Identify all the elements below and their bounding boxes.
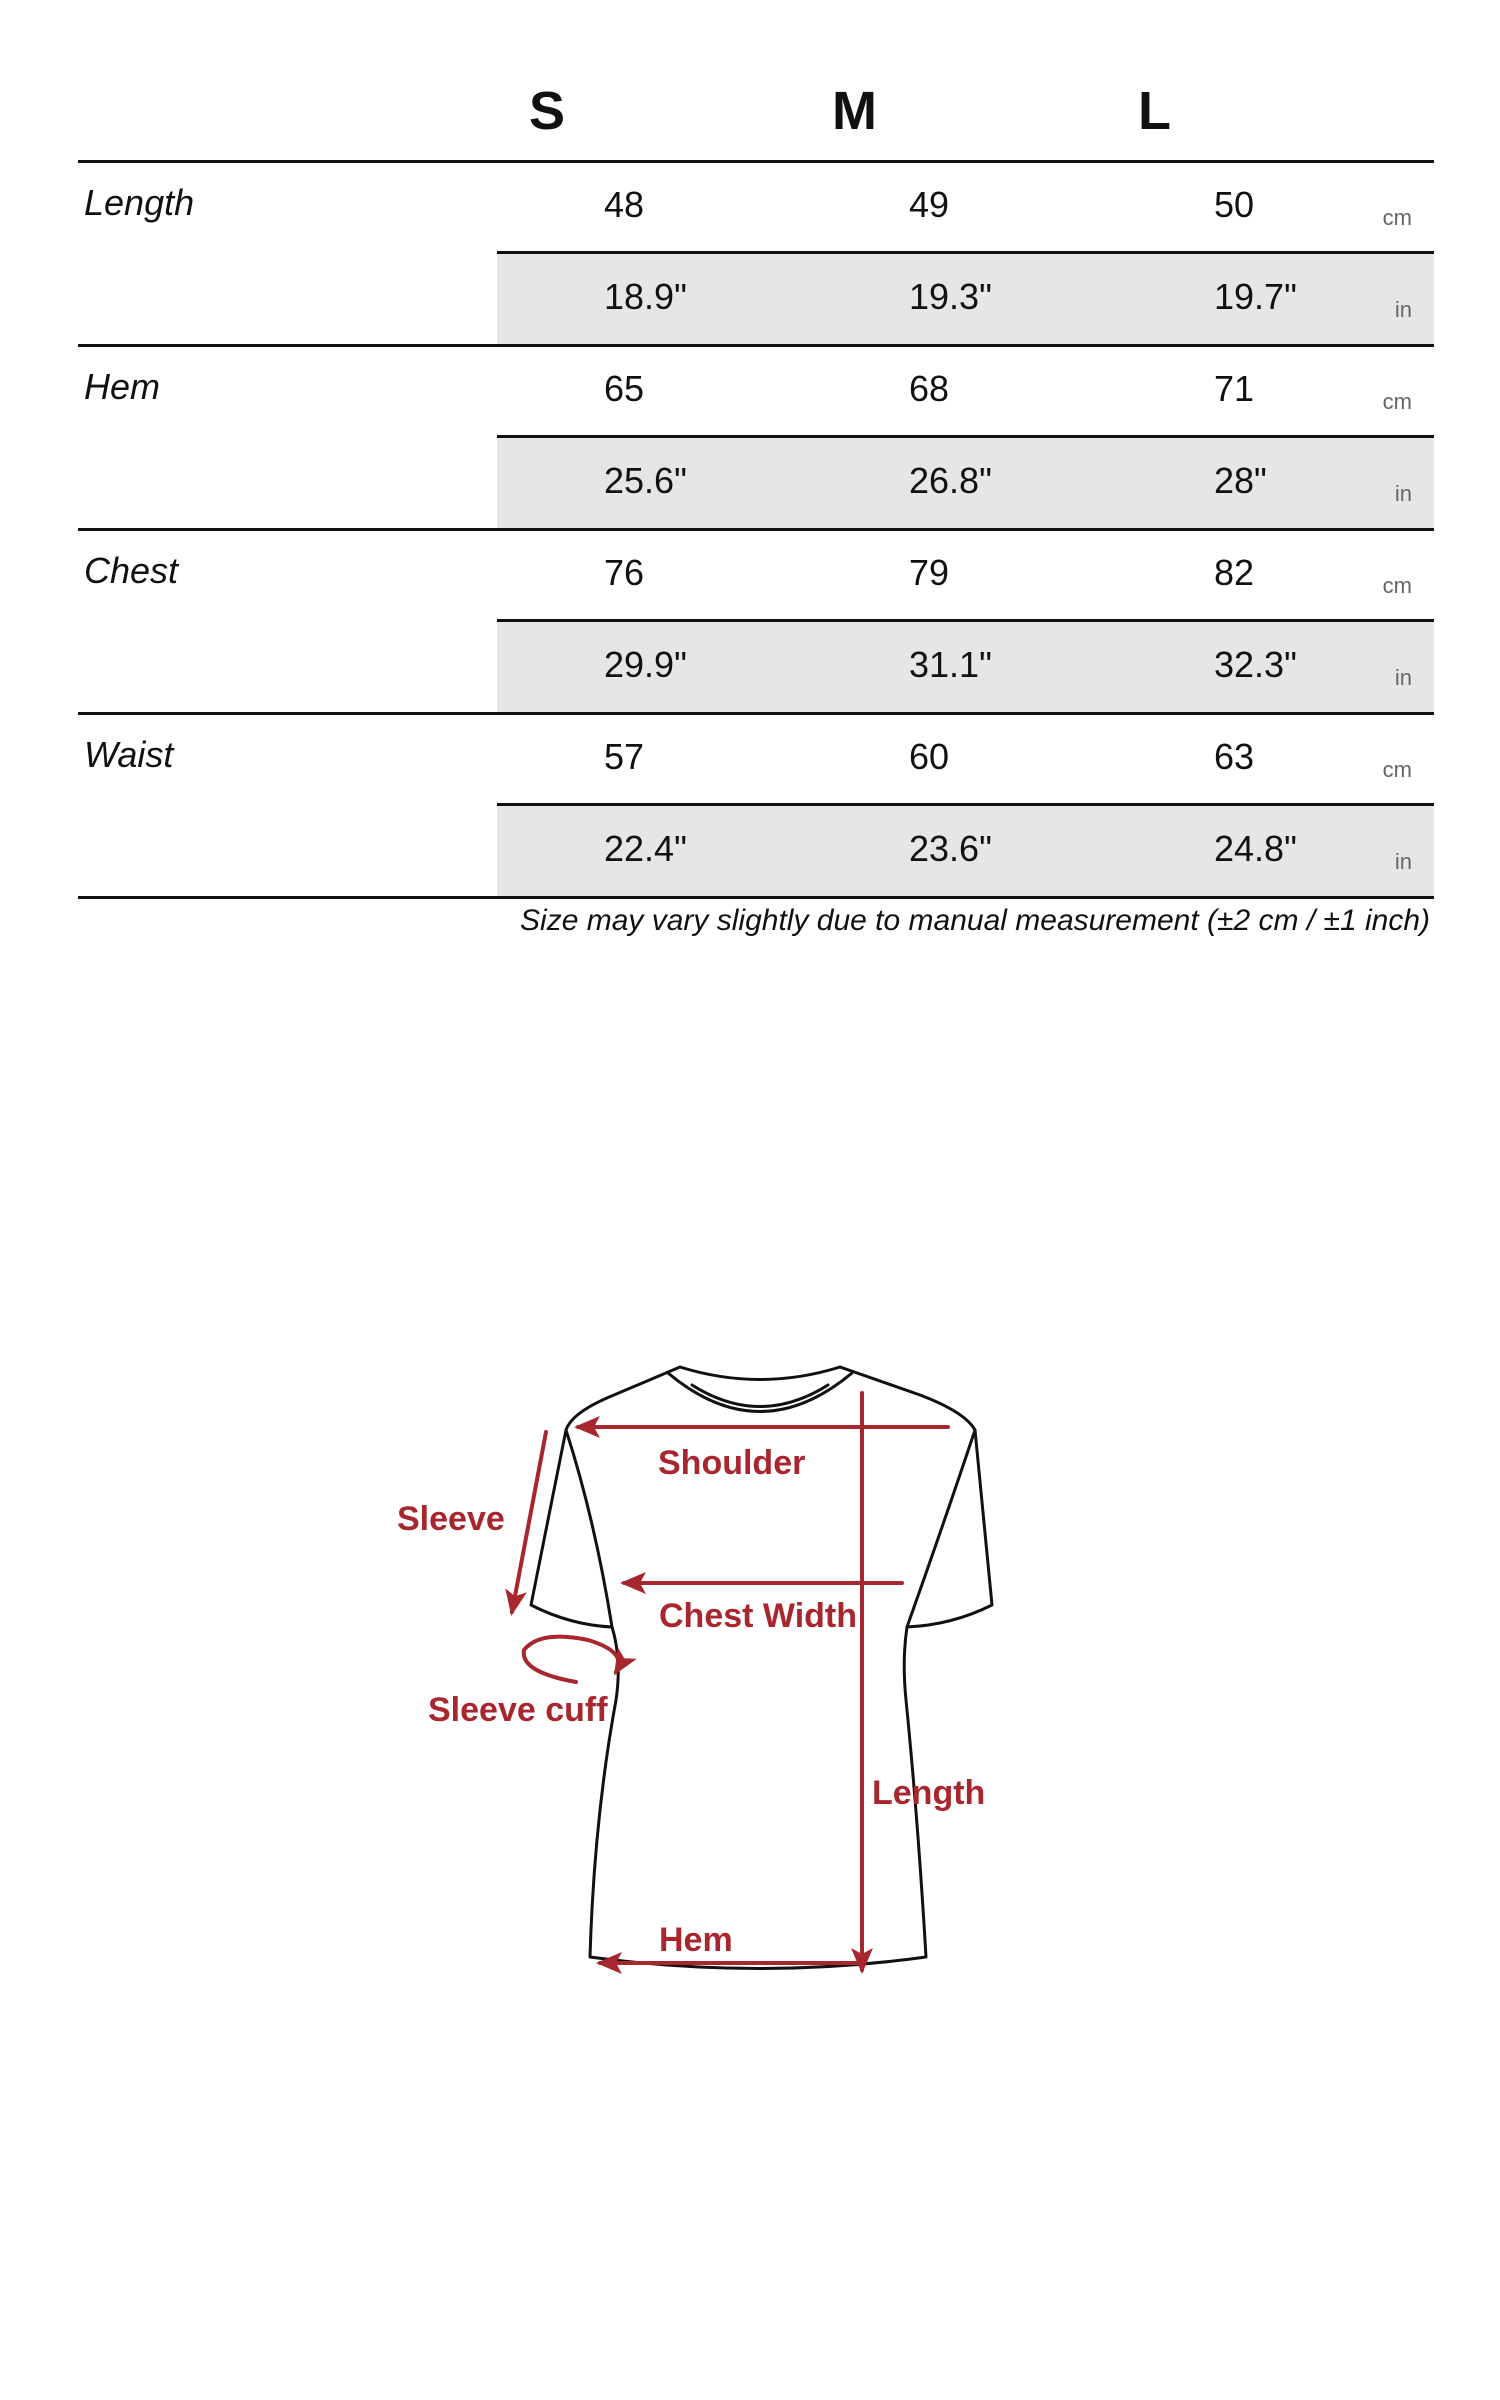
cell-s-in: 29.9" <box>604 644 687 685</box>
cell-m-cm: 60 <box>909 736 950 777</box>
cell-s-cm: 57 <box>604 736 645 777</box>
cell-l-in: 19.7" <box>1214 276 1297 317</box>
cell-m-in: 23.6" <box>909 828 992 869</box>
cell-l-in: 28" <box>1214 460 1267 501</box>
cell-s-in: 18.9" <box>604 276 687 317</box>
unit-cm: cm <box>1382 757 1412 782</box>
unit-cm: cm <box>1382 205 1412 230</box>
label-hem: Hem <box>659 1921 733 1959</box>
cell-m-in: 31.1" <box>909 644 992 685</box>
size-header-m: M <box>832 81 877 141</box>
unit-cm: cm <box>1382 389 1412 414</box>
unit-in: in <box>1394 665 1412 690</box>
cell-m-cm: 68 <box>909 368 950 409</box>
cell-l-cm: 82 <box>1214 552 1255 593</box>
unit-cm: cm <box>1382 573 1412 598</box>
label-shoulder: Shoulder <box>658 1444 806 1482</box>
cell-s-cm: 76 <box>604 552 645 593</box>
label-length: Length <box>872 1774 986 1812</box>
measure-label: Length <box>84 182 195 223</box>
measure-label: Hem <box>84 366 161 407</box>
cell-l-cm: 50 <box>1214 184 1255 225</box>
unit-in: in <box>1394 849 1412 874</box>
label-sleeve-cuff: Sleeve cuff <box>428 1691 608 1729</box>
size-header-s: S <box>529 81 566 141</box>
size-header-l: L <box>1138 81 1171 141</box>
cell-l-in: 32.3" <box>1214 644 1297 685</box>
cell-l-cm: 71 <box>1214 368 1255 409</box>
cell-s-in: 25.6" <box>604 460 687 501</box>
cell-s-cm: 48 <box>604 184 645 225</box>
cell-l-cm: 63 <box>1214 736 1255 777</box>
size-disclaimer: Size may vary slightly due to manual measurement (±2 cm / ±1 inch) <box>520 904 1430 937</box>
cell-s-cm: 65 <box>604 368 645 409</box>
measure-label: Waist <box>84 734 174 775</box>
unit-in: in <box>1394 297 1412 322</box>
label-chest-width: Chest Width <box>659 1597 858 1635</box>
label-sleeve: Sleeve <box>397 1500 505 1538</box>
cell-m-cm: 49 <box>909 184 950 225</box>
measure-label: Chest <box>84 550 179 591</box>
cell-m-cm: 79 <box>909 552 950 593</box>
cell-l-in: 24.8" <box>1214 828 1297 869</box>
cell-m-in: 19.3" <box>909 276 992 317</box>
unit-in: in <box>1394 481 1412 506</box>
cell-m-in: 26.8" <box>909 460 992 501</box>
cell-s-in: 22.4" <box>604 828 687 869</box>
